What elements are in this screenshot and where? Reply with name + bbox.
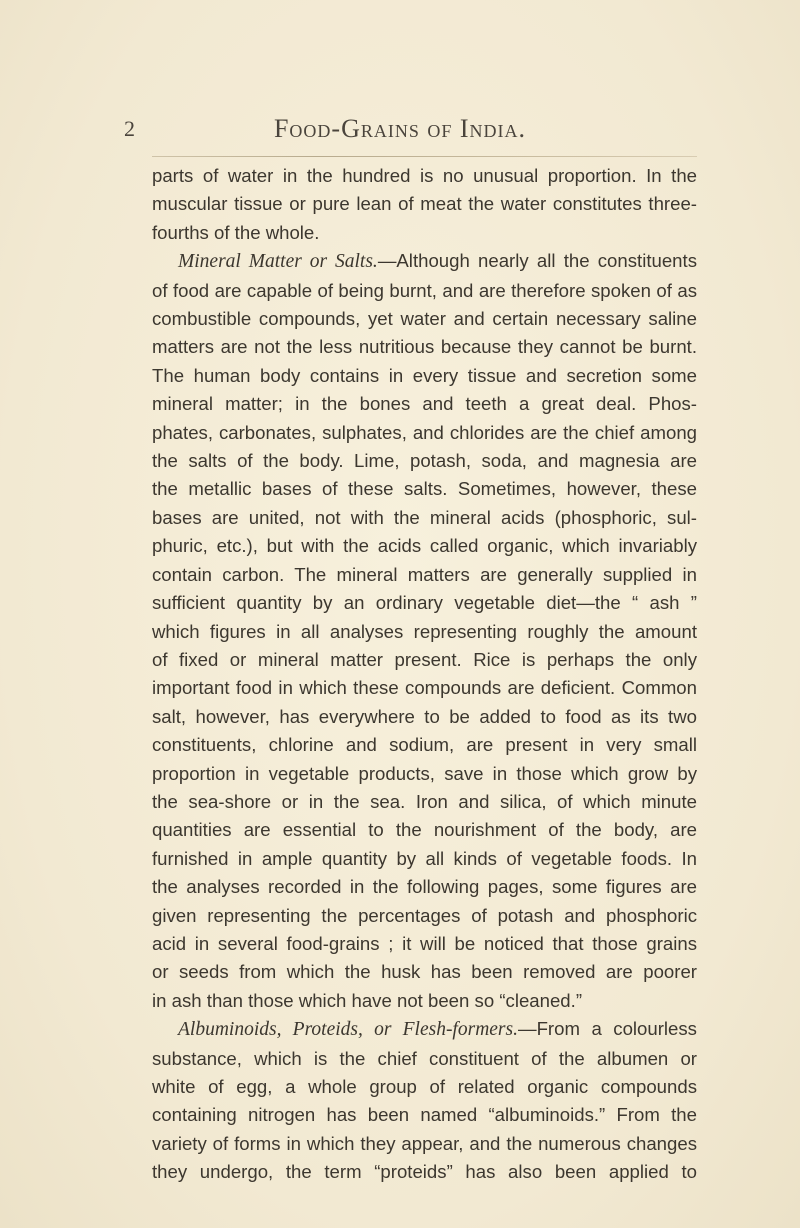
line-text: muscular tissue or pure lean of meat the water constitutes three- — [152, 193, 697, 215]
page-header — [0, 112, 800, 152]
text-line — [152, 390, 697, 418]
line-text: substance, which is the chief constituent of the albumen or — [152, 1047, 697, 1069]
line-text: quantities are essential to the nourishment of the body, are — [152, 819, 697, 841]
text-line — [152, 277, 697, 305]
line-text: of fixed or mineral matter present. Rice is perhaps the only — [152, 648, 697, 670]
text-line — [152, 902, 697, 930]
text-line — [152, 1045, 697, 1073]
line-text: they undergo, the term “proteids” has also been applied to — [152, 1161, 697, 1183]
text-line — [152, 788, 697, 816]
page-number: 2 — [124, 116, 135, 141]
text-line — [152, 333, 697, 361]
line-text: the sea-shore or in the sea. Iron and silica, of which minute — [152, 790, 697, 812]
text-line — [152, 447, 697, 475]
text-line — [152, 760, 697, 788]
text-line — [152, 731, 697, 759]
line-text: fourths of the whole. — [152, 221, 320, 243]
section-heading: Mineral Matter or Salts. — [178, 251, 378, 273]
line-text: constituents, chlorine and sodium, are present in very small — [152, 734, 697, 756]
line-text: matters are not the less nutritious because they cannot be burnt. — [152, 336, 697, 358]
line-text: in ash than those which have not been so “cleaned.” — [152, 989, 583, 1011]
line-text: furnished in ample quantity by all kinds of vegetable foods. In — [152, 847, 697, 869]
body-text — [152, 162, 697, 1187]
text-line — [152, 1101, 697, 1129]
text-line — [152, 1073, 697, 1101]
line-text: acid in several food-grains ; it will be noticed that those grains — [152, 932, 697, 954]
line-text: proportion in vegetable products, save in those which grow by — [152, 762, 697, 784]
line-text: white of egg, a whole group of related organic compounds — [152, 1076, 697, 1097]
line-text: containing nitrogen has been named “albuminoids.” From the — [152, 1104, 697, 1126]
text-line — [152, 362, 697, 390]
line-text: mineral matter; in the bones and teeth a great deal. Phos- — [152, 393, 697, 415]
text-line — [152, 646, 697, 674]
section-heading: Albuminoids, Proteids, or Flesh-formers. — [178, 1019, 518, 1041]
text-line — [152, 930, 697, 958]
text-line — [152, 589, 697, 617]
line-text: —From a colourless — [517, 1018, 697, 1040]
text-line — [152, 561, 697, 589]
line-text: which figures in all analyses representing roughly the amount — [152, 620, 697, 642]
text-line — [152, 958, 697, 986]
line-text: parts of water in the hundred is no unusual proportion. In the — [152, 165, 697, 186]
text-line — [152, 162, 697, 190]
line-text: combustible compounds, yet water and certain necessary saline — [152, 308, 697, 330]
text-line — [152, 1158, 697, 1186]
text-line — [152, 987, 697, 1015]
text-line — [152, 247, 697, 276]
line-text: the analyses recorded in the following pages, some figures are — [152, 876, 697, 898]
header-rule — [152, 156, 697, 157]
line-text: contain carbon. The mineral matters are generally supplied in — [152, 563, 697, 585]
line-text: variety of forms in which they appear, and the numerous changes — [152, 1132, 697, 1154]
text-line — [152, 219, 697, 247]
line-text: phates, carbonates, sulphates, and chlorides are the chief among — [152, 421, 697, 443]
text-line — [152, 618, 697, 646]
text-line — [152, 475, 697, 503]
text-line — [152, 190, 697, 218]
text-line — [152, 419, 697, 447]
line-text: given representing the percentages of potash and phosphoric — [152, 904, 697, 926]
line-text: phuric, etc.), but with the acids called organic, which invariably — [152, 535, 697, 557]
text-line — [152, 532, 697, 560]
line-text: the salts of the body. Lime, potash, soda, and magnesia are — [152, 450, 697, 472]
line-text: sufficient quantity by an ordinary vegetable diet—the “ ash ” — [152, 592, 697, 614]
text-line — [152, 703, 697, 731]
text-line — [152, 1130, 697, 1158]
line-text: The human body contains in every tissue and secretion some — [152, 364, 697, 386]
text-line — [152, 845, 697, 873]
line-text: the metallic bases of these salts. Sometimes, however, these — [152, 478, 697, 500]
text-line — [152, 1015, 697, 1044]
text-line — [152, 816, 697, 844]
line-text: salt, however, has everywhere to be added to food as its two — [152, 705, 697, 727]
text-line — [152, 305, 697, 333]
line-text: —Although nearly all the constituents — [377, 250, 697, 272]
text-line — [152, 674, 697, 702]
running-head: Food-Grains of India. — [273, 114, 527, 143]
line-text: important food in which these compounds are deficient. Common — [152, 677, 697, 699]
line-text: or seeds from which the husk has been removed are poorer — [152, 961, 697, 983]
text-line — [152, 504, 697, 532]
line-text: bases are united, not with the mineral acids (phosphoric, sul- — [152, 506, 697, 528]
text-line — [152, 873, 697, 901]
line-text: of food are capable of being burnt, and are therefore spoken of as — [152, 279, 697, 301]
